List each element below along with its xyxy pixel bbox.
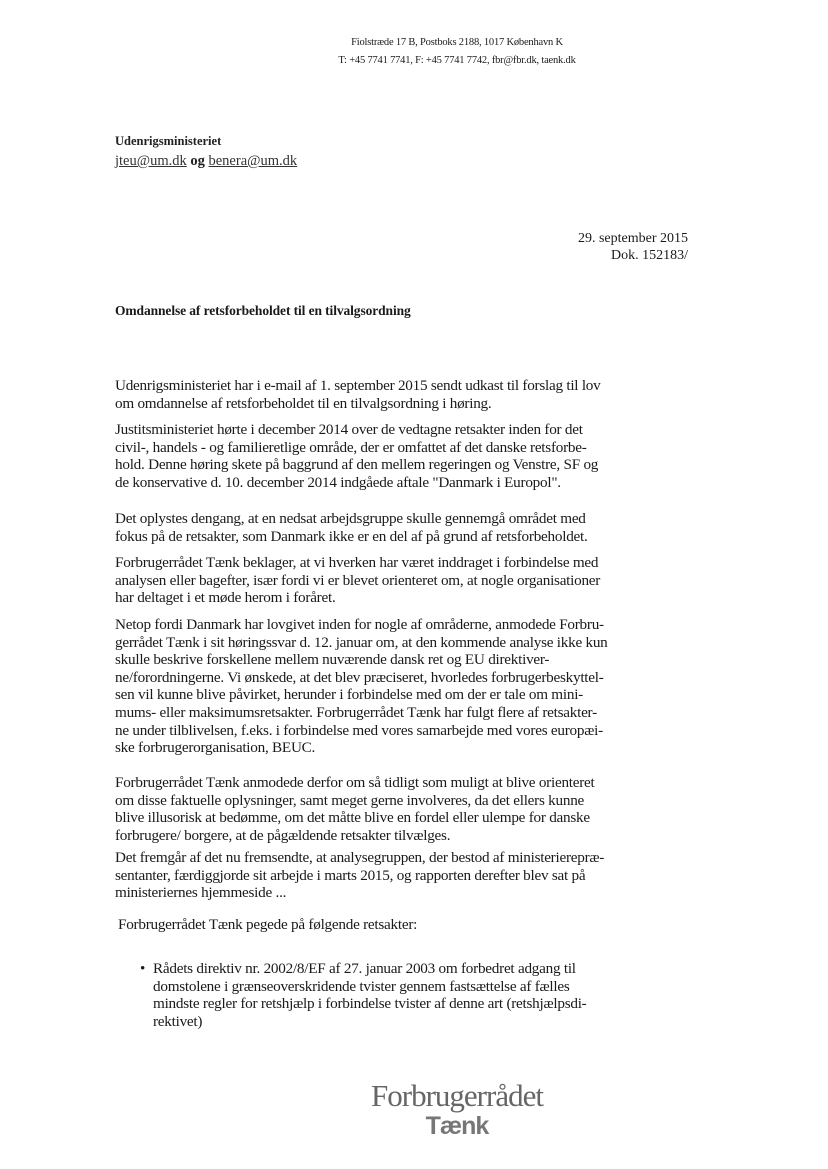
paragraph-line: analysen eller bagefter, især fordi vi er blevet orienteret om, at nogle organisationer	[115, 571, 601, 589]
paragraph-line: fokus på de retsakter, som Danmark ikke er en del af på grund af retsforbeholdet.	[115, 527, 588, 545]
body-paragraph	[115, 510, 588, 545]
paragraph-line: ne under tilblivelsen, f.eks. i forbindelse med vores samarbejde med vores europæi-	[115, 721, 603, 739]
body-paragraph	[115, 554, 600, 607]
paragraph-line: civil-, handels - og familieretlige område, der er omfattet af det danske retsforbe-	[115, 438, 587, 456]
paragraph-line: om omdannelse af retsforbeholdet til en tilvalgsordning i høring.	[115, 394, 492, 412]
body-paragraph	[115, 916, 417, 934]
paragraph-line: sen vil kunne blive påvirket, herunder i forbindelse med om der er tale om mini-	[115, 686, 583, 704]
paragraph-line: har deltaget i et møde herom i foråret.	[115, 589, 336, 607]
paragraph-line: sentanter, færdiggjorde sit arbejde i marts 2015, og rapporten derefter blev sat på	[115, 866, 586, 884]
paragraph-line: Udenrigsministeriet har i e-mail af 1. september 2015 sendt udkast til forslag til lov	[115, 377, 601, 394]
logo-forbrugerraadet: Forbrugerrådet	[371, 1078, 543, 1113]
letter-title: Omdannelse af retsforbeholdet til en tilvalgsordning	[115, 303, 411, 318]
logo-taenk: Tænk	[425, 1112, 489, 1140]
paragraph-line: mums- eller maksimumsretsakter. Forbrugerrådet Tænk har fulgt flere af retsakter-	[115, 703, 597, 721]
letterhead-contact: T: +45 7741 7741, F: +45 7741 7742, fbr@fbr.dk, taenk.dk	[338, 55, 576, 66]
paragraph-line: ske forbrugerorganisation, BEUC.	[115, 739, 316, 757]
paragraph-line: Forbrugerrådet Tænk anmodede derfor om så tidligt som muligt at blive orienteret	[115, 774, 595, 791]
paragraph-line: om disse faktuelle oplysninger, samt meget gerne involveres, da det ellers kunne	[115, 791, 585, 809]
email-link-benera[interactable]: benera@um.dk	[208, 153, 298, 169]
paragraph-line: forbrugere/ borgere, at de pågældende retsakter tilvælges.	[115, 826, 451, 844]
paragraph-line: Det fremgår af det nu fremsendte, at analysegruppen, der bestod af ministerierepræ-	[115, 849, 605, 866]
letter-date: 29. september 2015	[577, 231, 688, 246]
email-link-jteu[interactable]: jteu@um.dk	[115, 153, 187, 169]
paragraph-line: Forbrugerrådet Tænk pegede på følgende retsakter:	[118, 916, 418, 933]
paragraph-line: Netop fordi Danmark har lovgivet inden for nogle af områderne, anmodede Forbru-	[115, 616, 604, 633]
list-item	[140, 960, 587, 1030]
body-paragraph	[115, 616, 608, 757]
body-paragraph	[115, 774, 595, 844]
paragraph-line: skulle beskrive forskellene mellem nuværende dansk ret og EU direktiver-	[115, 651, 550, 669]
list-item-line: Rådets direktiv nr. 2002/8/EF af 27. januar 2003 om forbedret adgang til	[153, 960, 576, 977]
body-paragraph	[115, 849, 604, 902]
paragraph-line: Justitsministeriet hørte i december 2014 over de vedtagne retsakter inden for det	[115, 421, 583, 438]
paragraph-line: de konservative d. 10. december 2014 indgåede aftale "Danmark i Europol".	[115, 473, 561, 491]
paragraph-line: hold. Denne høring skete på baggrund af den mellem regeringen og Venstre, SF og	[115, 456, 599, 474]
list-item-line: mindste regler for retshjælp i forbindelse tvister af denne art (retshjælpsdi-	[153, 995, 587, 1013]
paragraph-line: ne/forordningerne. Vi ønskede, at det blev præciseret, hvorledes forbrugerbeskyttel-	[115, 668, 604, 686]
body-paragraph	[115, 377, 600, 412]
paragraph-line: Det oplystes dengang, at en nedsat arbejdsgruppe skulle gennemgå området med	[115, 510, 586, 527]
recipient-emails	[115, 153, 297, 170]
letterhead-address: Fiolstræde 17 B, Postboks 2188, 1017 København K	[351, 37, 563, 48]
list-item-line: rektivet)	[153, 1012, 203, 1030]
email-conjunction: og	[190, 153, 205, 169]
paragraph-line: blive illusorisk at bedømme, om det måtte blive en fordel eller ulempe for danske	[115, 809, 590, 827]
list-item-line: domstolene i grænseoverskridende tvister gennem fastsættelse af fælles	[153, 977, 570, 995]
recipient-name: Udenrigsministeriet	[115, 134, 222, 148]
document-number: Dok. 152183/	[611, 248, 688, 263]
paragraph-line: ministeriernes hjemmeside ...	[115, 884, 287, 902]
body-paragraph	[115, 421, 598, 491]
paragraph-line: gerrådet Tænk i sit høringssvar d. 12. januar om, at den kommende analyse ikke kun	[115, 633, 608, 651]
paragraph-line: Forbrugerrådet Tænk beklager, at vi hverken har været inddraget i forbindelse med	[115, 554, 599, 571]
bullet-icon: •	[140, 960, 146, 977]
